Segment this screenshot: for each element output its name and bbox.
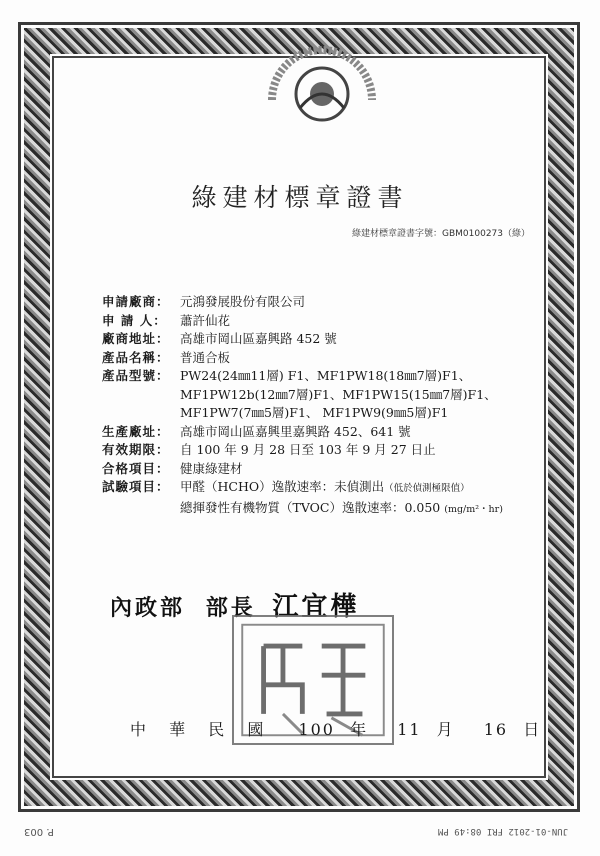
test-hcho-note: （低於偵測極限值） [384, 483, 470, 494]
date-day: 16 [483, 720, 509, 739]
date-era: 國 [247, 720, 266, 739]
field-label: 有效期限： [102, 442, 170, 457]
field-company-address [102, 330, 522, 349]
date-year: 100 [298, 720, 335, 739]
date-month-label: 月 [436, 720, 455, 739]
fax-header-text: JUN-01-2012 FRI 08:49 PM [437, 826, 568, 836]
field-value: 高雄市岡山區嘉興里嘉興路 452、641 號 [180, 423, 411, 439]
field-value [180, 367, 522, 423]
date-era: 民 [208, 720, 227, 739]
ministry-name: 內政部 [110, 596, 186, 621]
field-factory-address [102, 423, 522, 442]
page-number: P. 003 [24, 826, 54, 837]
field-label: 廠商地址： [102, 331, 170, 346]
date-era: 華 [169, 720, 188, 739]
model-line: PW24(24㎜11層) F1、MF1PW18(18㎜7層)F1、 [180, 368, 472, 383]
certificate-fields [102, 293, 522, 519]
test-tvoc-unit: (mg/m²・hr) [444, 503, 503, 515]
field-applicant [102, 312, 522, 331]
test-line-1 [180, 478, 522, 499]
field-value [180, 478, 522, 519]
date-era: 中 [130, 720, 149, 739]
date-month: 11 [397, 720, 422, 739]
test-hcho: 甲醛（HCHO）逸散速率：未偵測出 [180, 479, 385, 494]
field-label: 合格項目： [102, 460, 170, 476]
field-value: 蕭許仙花 [180, 312, 231, 328]
field-label: 申 請 人： [102, 312, 167, 328]
field-test-item [102, 478, 522, 519]
ministry-emblem-icon [262, 30, 382, 126]
date-year-label: 年 [350, 720, 369, 739]
field-validity [102, 441, 522, 460]
field-value: 元鴻發展股份有限公司 [180, 294, 306, 309]
field-product-model [102, 367, 522, 423]
field-label: 試驗項目： [102, 479, 170, 494]
field-value: 健康綠建材 [180, 460, 243, 476]
field-label: 產品型號： [102, 368, 170, 383]
field-label: 生產廠址： [102, 423, 170, 439]
certificate-title: 綠建材標章證書 [191, 183, 409, 212]
issue-date [130, 717, 541, 740]
test-line-2 [180, 499, 522, 520]
certificate-number: 綠建材標章證書字號：GBM0100273（綠） [352, 229, 530, 239]
minister-title: 部長 [205, 596, 256, 621]
field-qualified-item [102, 460, 522, 479]
field-value: 自 100 年 9 月 28 日至 103 年 9 月 27 日止 [180, 442, 436, 457]
minister-signature: 江宜樺 [272, 592, 360, 622]
model-line: MF1PW12b(12㎜7層)F1、MF1PW15(15㎜7層)F1、 [180, 386, 497, 402]
model-line: MF1PW7(7㎜5層)F1、 MF1PW9(9㎜5層)F1 [180, 405, 449, 420]
field-applicant-company [102, 293, 522, 312]
field-label: 申請廠商： [102, 294, 170, 309]
test-tvoc: 總揮發性有機物質（TVOC）逸散速率：0.050 [180, 499, 441, 515]
field-value: 普通合板 [180, 349, 231, 365]
date-day-label: 日 [523, 720, 542, 739]
field-product-name [102, 349, 522, 368]
field-label: 產品名稱： [102, 349, 170, 365]
field-value: 高雄市岡山區嘉興路 452 號 [180, 331, 337, 346]
